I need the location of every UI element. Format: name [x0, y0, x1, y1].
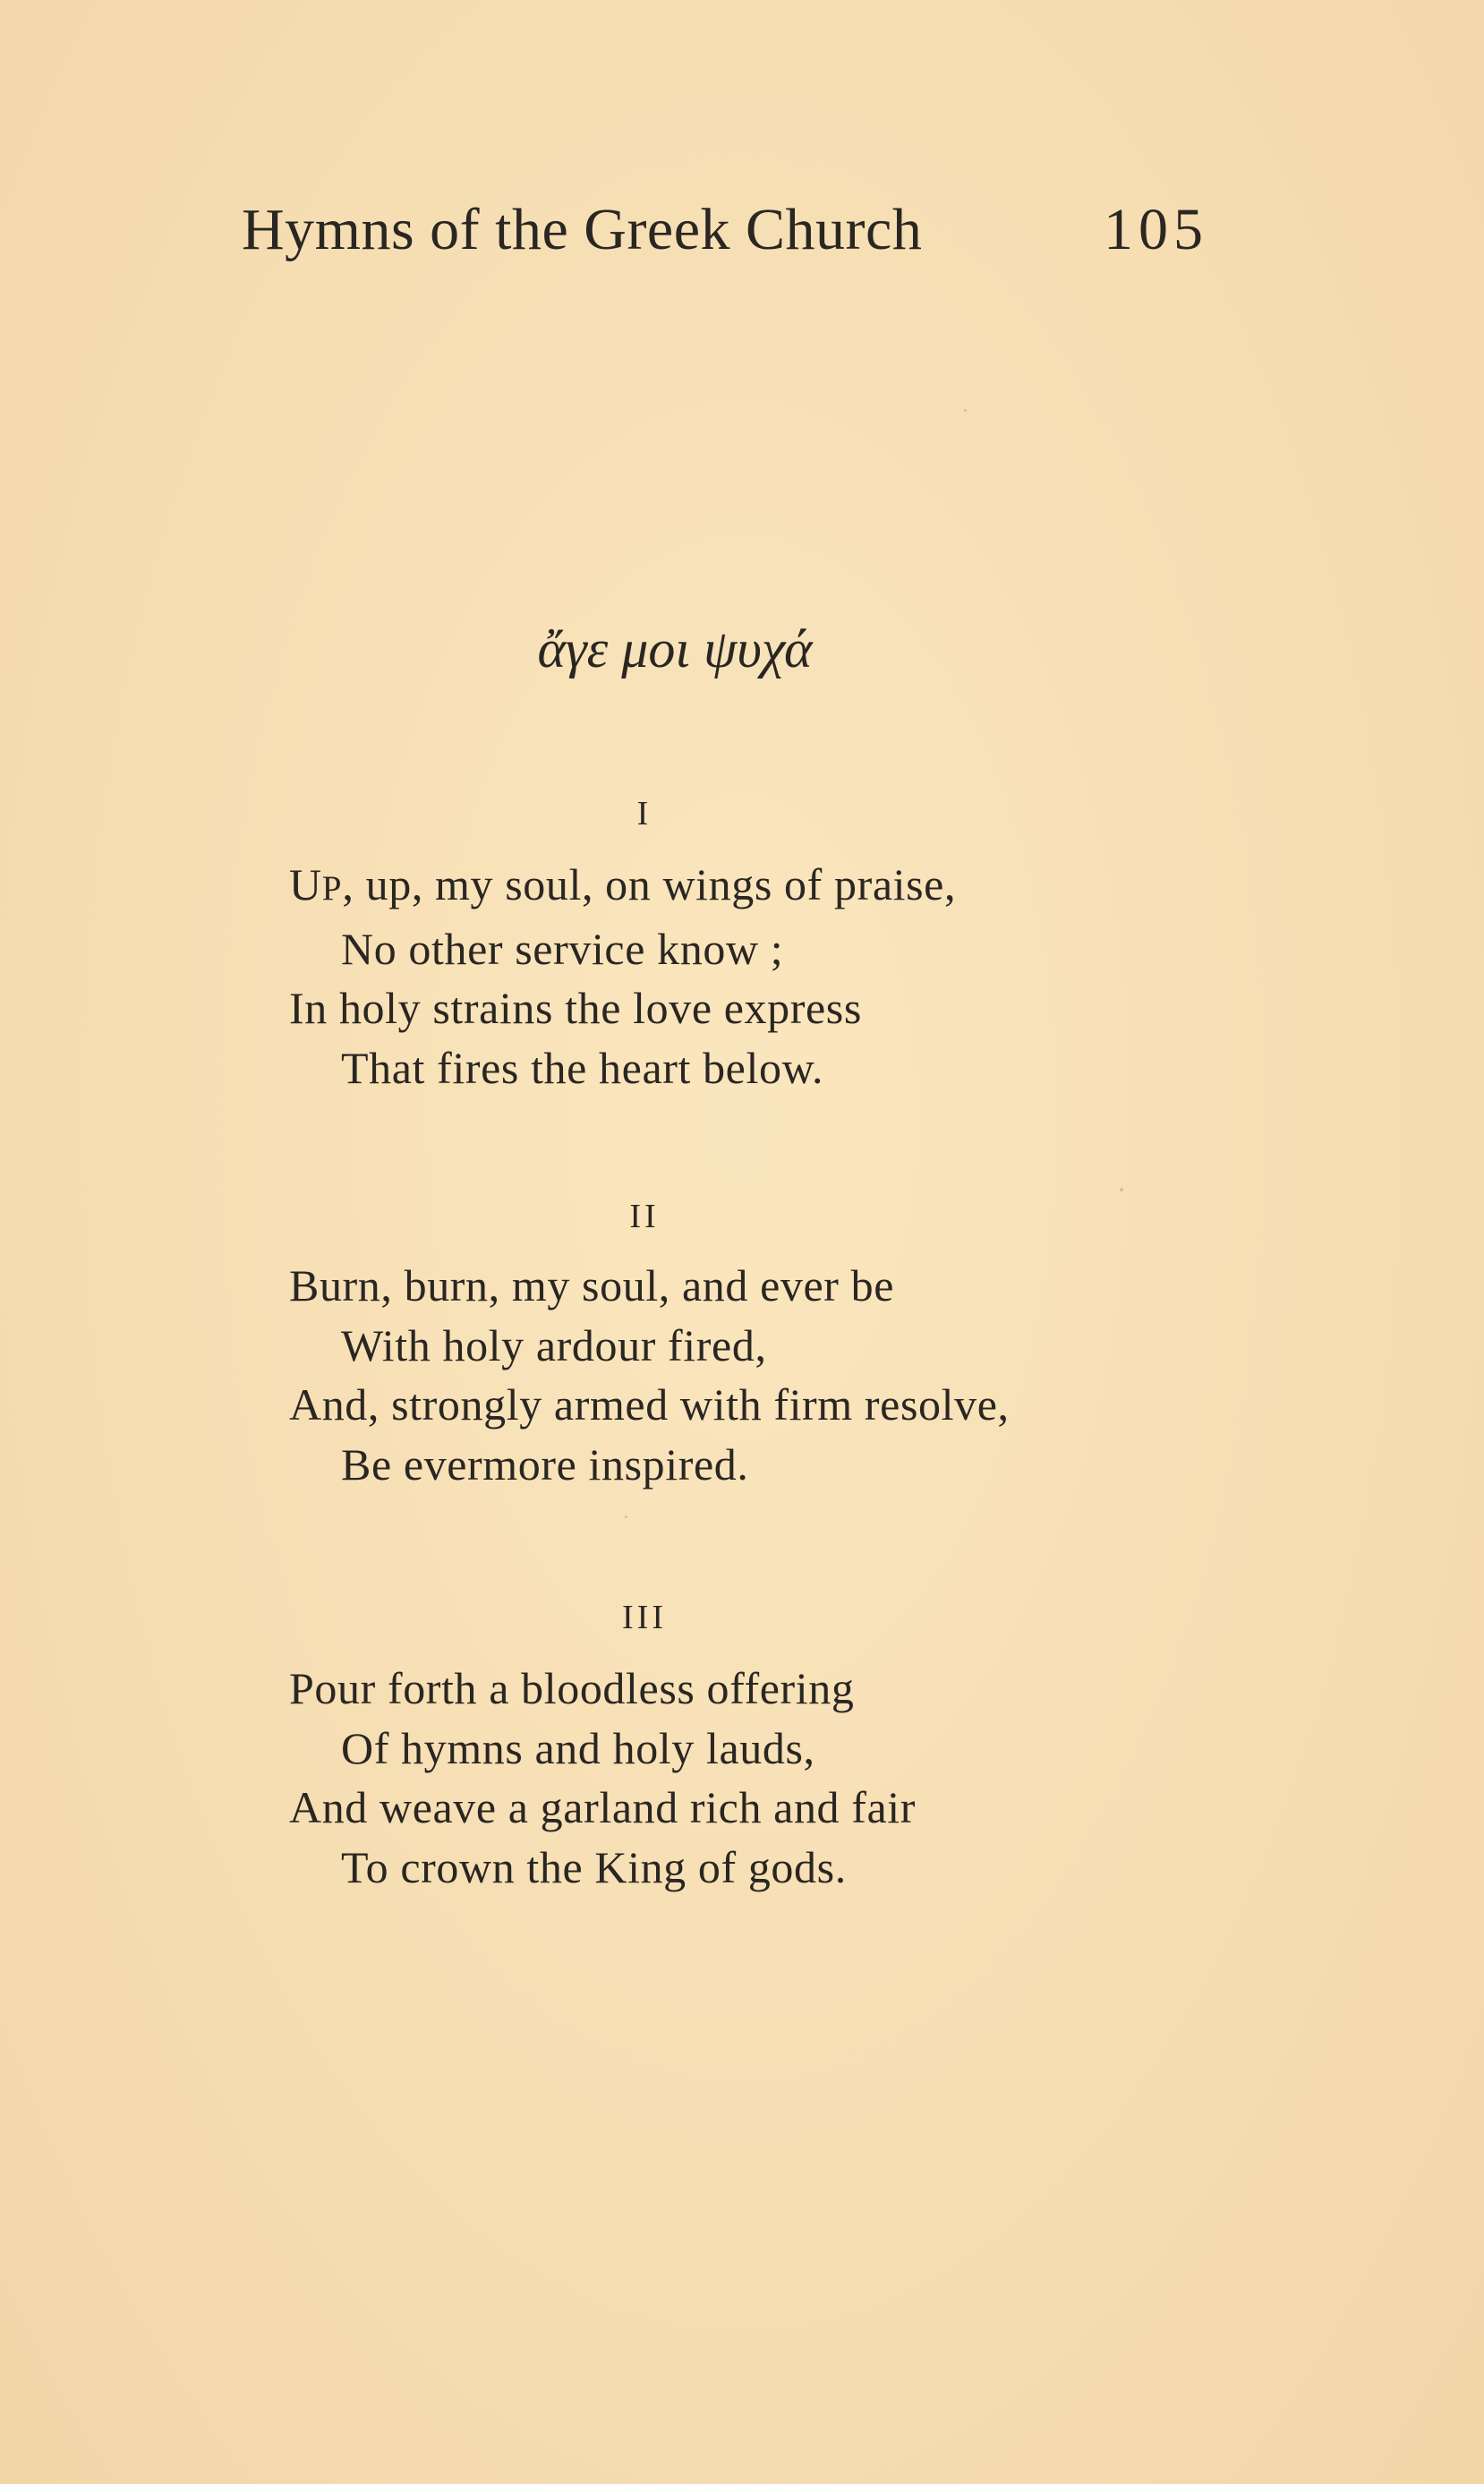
small-caps-rest: P: [321, 869, 343, 908]
stanza-line: With holy ardour fired,: [341, 1319, 767, 1370]
stanza-line: And, strongly armed with firm resolve,: [289, 1379, 1010, 1430]
page-number: 105: [1104, 197, 1208, 262]
drop-initial: U: [289, 859, 322, 909]
stanza-line: And weave a garland rich and fair: [289, 1782, 917, 1832]
stanza-number-1: I: [636, 795, 652, 832]
hymn-incipit-text: ἄγε μοι ψυχά: [537, 619, 813, 679]
hymn-incipit: [0, 609, 1484, 689]
stanza-2: [289, 1256, 1184, 1494]
stanza-line: No other service know ;: [341, 923, 784, 974]
stanza-line: Of hymns and holy lauds,: [341, 1722, 815, 1773]
stanza-number-3: III: [622, 1599, 667, 1636]
stanza-line: Pour forth a bloodless offering: [289, 1663, 855, 1713]
running-head: [242, 190, 1208, 270]
stanza-line: In holy strains the love express: [289, 983, 862, 1033]
paper-speck: [964, 409, 967, 412]
running-title: Hymns of the Greek Church: [242, 197, 923, 262]
paper-speck: [625, 1515, 627, 1518]
stanza-1: [289, 855, 1184, 1097]
stanza-line: Burn, burn, my soul, and ever be: [289, 1260, 895, 1310]
paper-speck: [1120, 1188, 1123, 1191]
stanza-line: Be evermore inspired.: [341, 1438, 749, 1490]
stanza-line: To crown the King of gods.: [341, 1841, 847, 1892]
first-line-remainder: , up, my soul, on wings of praise,: [342, 859, 957, 909]
stanza-line: That fires the heart below.: [341, 1042, 824, 1093]
stanza-line: [289, 855, 1184, 919]
stanza-3: [289, 1659, 1184, 1897]
stanza-number-2: II: [629, 1198, 660, 1235]
